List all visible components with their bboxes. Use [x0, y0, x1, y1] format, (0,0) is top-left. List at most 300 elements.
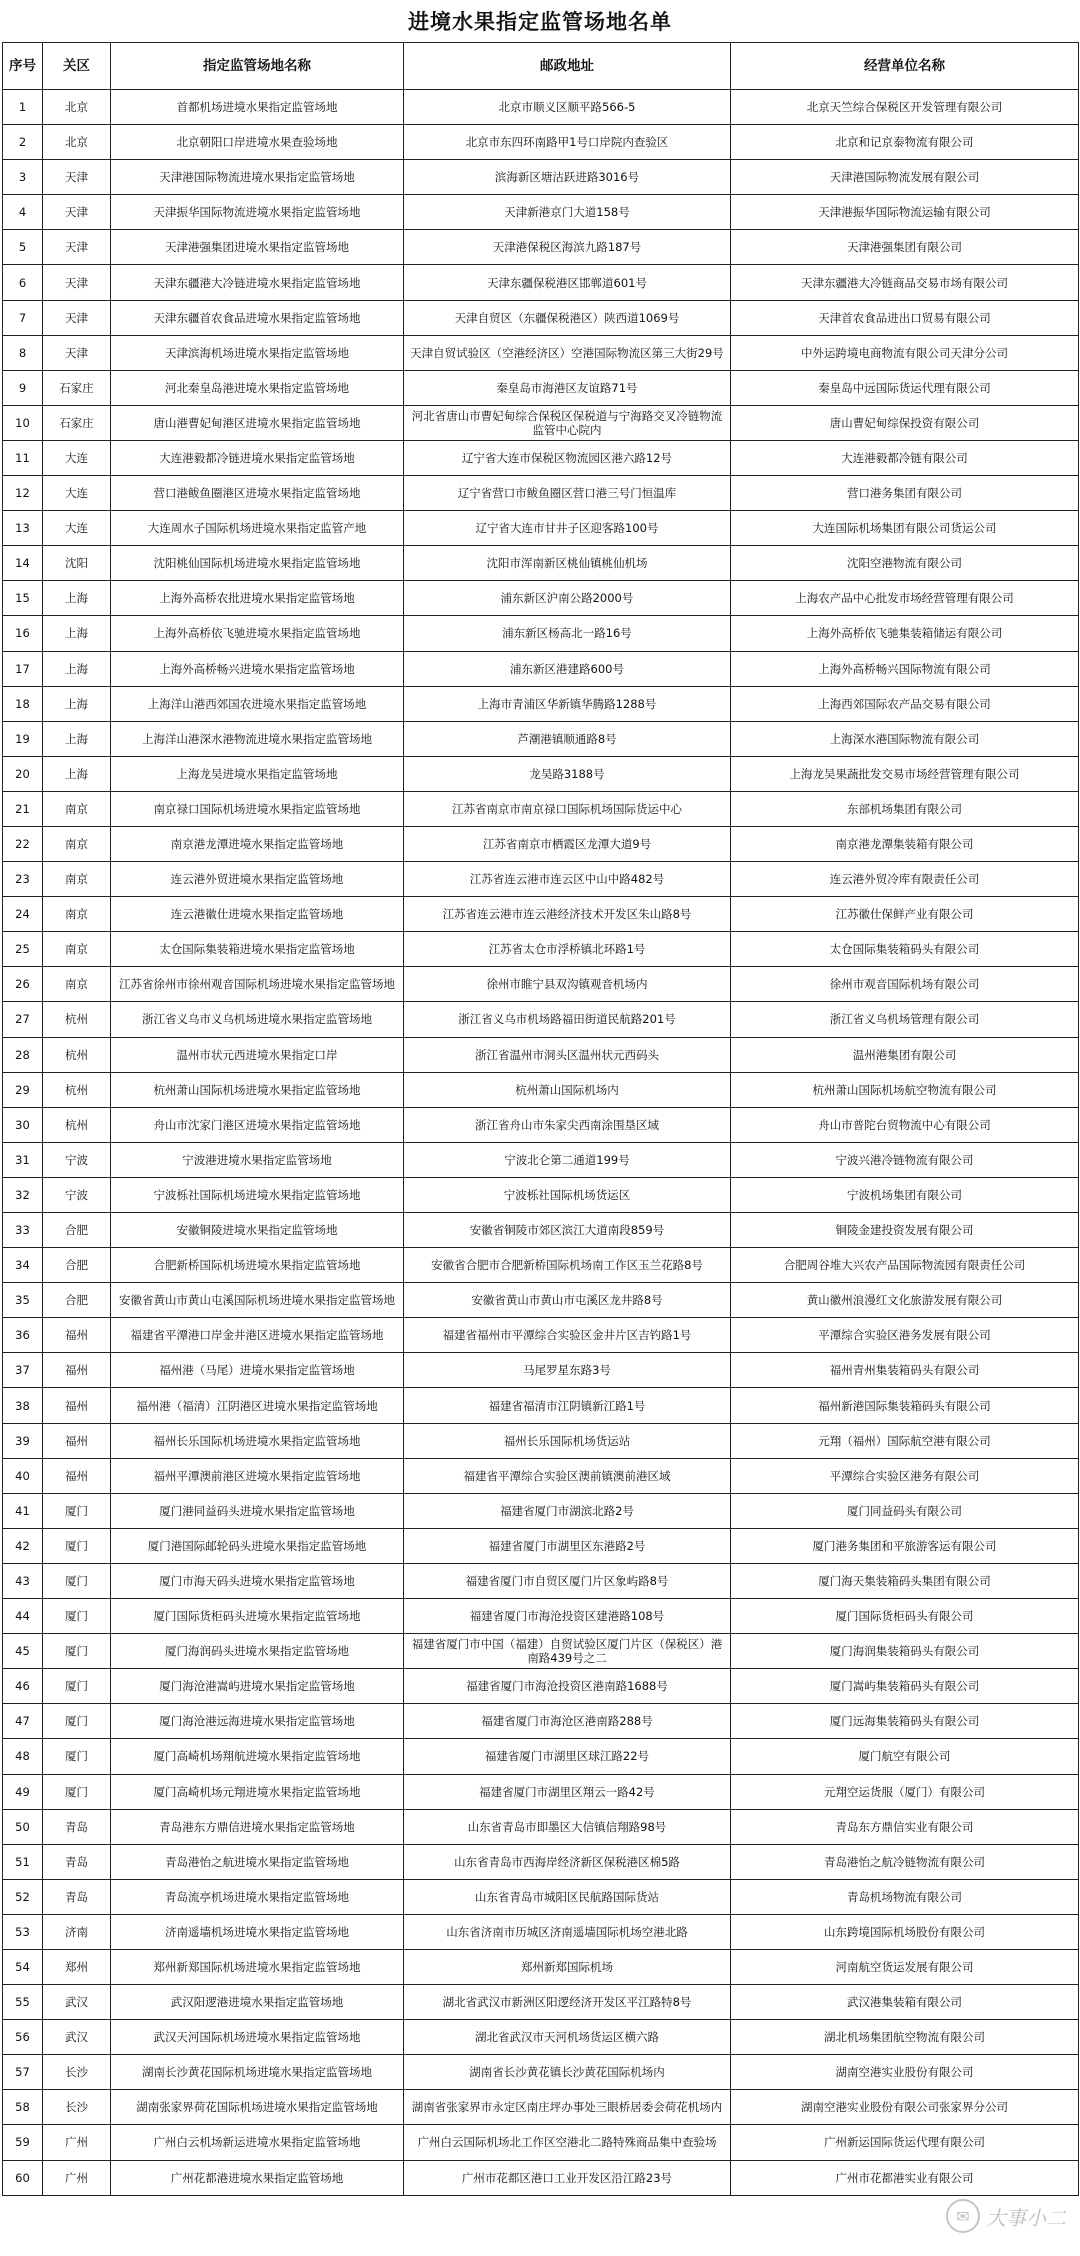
cell-site-name: 上海洋山港西郊国农进境水果指定监管场地: [111, 686, 404, 721]
cell-site-name: 福州长乐国际机场进境水果指定监管场地: [111, 1423, 404, 1458]
cell-site-name: 首都机场进境水果指定监管场地: [111, 90, 404, 125]
cell-customs-district: 厦门: [43, 1528, 111, 1563]
cell-index: 55: [3, 1985, 43, 2020]
table-row: [3, 230, 1079, 265]
cell-operator: 东部机场集团有限公司: [731, 791, 1079, 826]
cell-index: 11: [3, 440, 43, 475]
cell-site-name: 南京港龙潭进境水果指定监管场地: [111, 826, 404, 861]
cell-site-name: 太仓国际集装箱进境水果指定监管场地: [111, 932, 404, 967]
table-row: [3, 1037, 1079, 1072]
cell-postal-address: 宁波栎社国际机场货运区: [404, 1177, 731, 1212]
cell-customs-district: 宁波: [43, 1177, 111, 1212]
cell-postal-address: 福建省厦门市湖滨北路2号: [404, 1493, 731, 1528]
cell-site-name: 上海外高桥农批进境水果指定监管场地: [111, 581, 404, 616]
cell-operator: 青岛东方鼎信实业有限公司: [731, 1809, 1079, 1844]
cell-index: 26: [3, 967, 43, 1002]
cell-index: 32: [3, 1177, 43, 1212]
cell-customs-district: 上海: [43, 616, 111, 651]
table-row: [3, 265, 1079, 300]
cell-customs-district: 天津: [43, 265, 111, 300]
cell-site-name: 上海龙吴进境水果指定监管场地: [111, 756, 404, 791]
cell-index: 21: [3, 791, 43, 826]
cell-index: 20: [3, 756, 43, 791]
cell-postal-address: 福建省厦门市湖里区东港路2号: [404, 1528, 731, 1563]
table-row: [3, 440, 1079, 475]
cell-site-name: 青岛港怡之航进境水果指定监管场地: [111, 1844, 404, 1879]
cell-postal-address: 湖南省长沙黄花镇长沙黄花国际机场内: [404, 2055, 731, 2090]
cell-index: 56: [3, 2020, 43, 2055]
cell-operator: 天津首农食品进出口贸易有限公司: [731, 300, 1079, 335]
cell-operator: 平潭综合实验区港务发展有限公司: [731, 1318, 1079, 1353]
cell-operator: 厦门同益码头有限公司: [731, 1493, 1079, 1528]
cell-postal-address: 郑州新郑国际机场: [404, 1949, 731, 1984]
cell-customs-district: 武汉: [43, 1985, 111, 2020]
table-row: [3, 1879, 1079, 1914]
cell-customs-district: 青岛: [43, 1809, 111, 1844]
cell-site-name: 广州白云机场新运进境水果指定监管场地: [111, 2125, 404, 2160]
cell-operator: 黄山徽州浪漫红文化旅游发展有限公司: [731, 1283, 1079, 1318]
cell-index: 35: [3, 1283, 43, 1318]
cell-operator: 太仓国际集装箱码头有限公司: [731, 932, 1079, 967]
cell-customs-district: 大连: [43, 476, 111, 511]
cell-site-name: 合肥新桥国际机场进境水果指定监管场地: [111, 1248, 404, 1283]
cell-site-name: 厦门市海天码头进境水果指定监管场地: [111, 1563, 404, 1598]
cell-index: 17: [3, 651, 43, 686]
cell-site-name: 福州平潭澳前港区进境水果指定监管场地: [111, 1458, 404, 1493]
cell-postal-address: 北京市东四环南路甲1号口岸院内查验区: [404, 125, 731, 160]
table-row: [3, 1177, 1079, 1212]
table-row: [3, 1458, 1079, 1493]
cell-index: 38: [3, 1388, 43, 1423]
cell-customs-district: 天津: [43, 300, 111, 335]
wechat-icon: ✉: [946, 2199, 980, 2233]
cell-postal-address: 江苏省南京市栖霞区龙潭大道9号: [404, 826, 731, 861]
cell-site-name: 厦门海润码头进境水果指定监管场地: [111, 1634, 404, 1669]
cell-customs-district: 南京: [43, 967, 111, 1002]
cell-customs-district: 合肥: [43, 1248, 111, 1283]
table-row: [3, 616, 1079, 651]
cell-index: 41: [3, 1493, 43, 1528]
cell-postal-address: 山东省青岛市城阳区民航路国际货站: [404, 1879, 731, 1914]
table-row: [3, 1318, 1079, 1353]
cell-site-name: 福州港（福清）江阴港区进境水果指定监管场地: [111, 1388, 404, 1423]
cell-postal-address: 福建省厦门市海沧区港南路288号: [404, 1704, 731, 1739]
cell-site-name: 厦门港国际邮轮码头进境水果指定监管场地: [111, 1528, 404, 1563]
cell-operator: 上海西郊国际农产品交易有限公司: [731, 686, 1079, 721]
cell-operator: 湖南空港实业股份有限公司: [731, 2055, 1079, 2090]
cell-postal-address: 浦东新区港建路600号: [404, 651, 731, 686]
cell-operator: 广州市花都港实业有限公司: [731, 2160, 1079, 2195]
header-operator: 经营单位名称: [731, 43, 1079, 90]
cell-site-name: 武汉天河国际机场进境水果指定监管场地: [111, 2020, 404, 2055]
cell-index: 53: [3, 1914, 43, 1949]
cell-index: 36: [3, 1318, 43, 1353]
cell-site-name: 武汉阳逻港进境水果指定监管场地: [111, 1985, 404, 2020]
cell-customs-district: 长沙: [43, 2090, 111, 2125]
cell-site-name: 郑州新郑国际机场进境水果指定监管场地: [111, 1949, 404, 1984]
cell-postal-address: 辽宁省大连市保税区物流园区港六路12号: [404, 440, 731, 475]
cell-operator: 宁波兴港冷链物流有限公司: [731, 1142, 1079, 1177]
cell-index: 47: [3, 1704, 43, 1739]
cell-index: 60: [3, 2160, 43, 2195]
cell-postal-address: 天津港保税区海滨九路187号: [404, 230, 731, 265]
cell-index: 18: [3, 686, 43, 721]
table-row: [3, 1844, 1079, 1879]
cell-index: 13: [3, 511, 43, 546]
cell-operator: 营口港务集团有限公司: [731, 476, 1079, 511]
cell-site-name: 安徽省黄山市黄山屯溪国际机场进境水果指定监管场地: [111, 1283, 404, 1318]
cell-index: 9: [3, 370, 43, 405]
cell-site-name: 沈阳桃仙国际机场进境水果指定监管场地: [111, 546, 404, 581]
cell-site-name: 宁波港进境水果指定监管场地: [111, 1142, 404, 1177]
table-row: [3, 932, 1079, 967]
cell-operator: 厦门航空有限公司: [731, 1739, 1079, 1774]
cell-index: 29: [3, 1072, 43, 1107]
cell-postal-address: 湖北省武汉市新洲区阳逻经济开发区平江路特8号: [404, 1985, 731, 2020]
cell-postal-address: 浙江省温州市洞头区温州状元西码头: [404, 1037, 731, 1072]
cell-customs-district: 福州: [43, 1353, 111, 1388]
cell-site-name: 广州花都港进境水果指定监管场地: [111, 2160, 404, 2195]
cell-postal-address: 江苏省连云港市连云区中山中路482号: [404, 862, 731, 897]
table-row: [3, 1353, 1079, 1388]
cell-operator: 大连国际机场集团有限公司货运公司: [731, 511, 1079, 546]
cell-postal-address: 杭州萧山国际机场内: [404, 1072, 731, 1107]
table-row: [3, 1528, 1079, 1563]
cell-site-name: 天津东疆首农食品进境水果指定监管场地: [111, 300, 404, 335]
cell-postal-address: 福建省厦门市海沧投资区建港路108号: [404, 1599, 731, 1634]
cell-postal-address: 福州长乐国际机场货运站: [404, 1423, 731, 1458]
header-index: 序号: [3, 43, 43, 90]
cell-index: 40: [3, 1458, 43, 1493]
cell-customs-district: 石家庄: [43, 370, 111, 405]
cell-site-name: 济南遥墙机场进境水果指定监管场地: [111, 1914, 404, 1949]
table-row: [3, 651, 1079, 686]
table-row: [3, 1002, 1079, 1037]
table-row: [3, 862, 1079, 897]
cell-site-name: 唐山港曹妃甸港区进境水果指定监管场地: [111, 405, 404, 440]
cell-customs-district: 青岛: [43, 1879, 111, 1914]
cell-index: 58: [3, 2090, 43, 2125]
cell-operator: 湖南空港实业股份有限公司张家界分公司: [731, 2090, 1079, 2125]
table-row: [3, 1634, 1079, 1669]
cell-customs-district: 北京: [43, 90, 111, 125]
cell-postal-address: 福建省厦门市湖里区球江路22号: [404, 1739, 731, 1774]
cell-index: 50: [3, 1809, 43, 1844]
cell-site-name: 上海洋山港深水港物流进境水果指定监管场地: [111, 721, 404, 756]
watermark: [946, 2196, 1066, 2236]
cell-postal-address: 福建省厦门市海沧投资区港南路1688号: [404, 1669, 731, 1704]
cell-operator: 上海外高桥畅兴国际物流有限公司: [731, 651, 1079, 686]
cell-operator: 上海龙吴果蔬批发交易市场经营管理有限公司: [731, 756, 1079, 791]
cell-site-name: 天津港强集团进境水果指定监管场地: [111, 230, 404, 265]
header-site-name: 指定监管场地名称: [111, 43, 404, 90]
cell-site-name: 天津振华国际物流进境水果指定监管场地: [111, 195, 404, 230]
cell-customs-district: 上海: [43, 581, 111, 616]
cell-postal-address: 沈阳市浑南新区桃仙镇桃仙机场: [404, 546, 731, 581]
cell-site-name: 宁波栎社国际机场进境水果指定监管场地: [111, 1177, 404, 1212]
cell-customs-district: 厦门: [43, 1739, 111, 1774]
cell-customs-district: 武汉: [43, 2020, 111, 2055]
cell-operator: 天津东疆港大冷链商品交易市场有限公司: [731, 265, 1079, 300]
cell-customs-district: 厦门: [43, 1493, 111, 1528]
cell-postal-address: 福建省福州市平潭综合实验区金井片区吉钓路1号: [404, 1318, 731, 1353]
table-row: [3, 1107, 1079, 1142]
cell-operator: 宁波机场集团有限公司: [731, 1177, 1079, 1212]
cell-customs-district: 上海: [43, 686, 111, 721]
table-row: [3, 405, 1079, 440]
page-title: 进境水果指定监管场地名单: [408, 10, 672, 34]
cell-operator: 舟山市普陀台贸物流中心有限公司: [731, 1107, 1079, 1142]
table-row: [3, 1774, 1079, 1809]
table-row: [3, 1248, 1079, 1283]
cell-postal-address: 湖北省武汉市天河机场货运区横六路: [404, 2020, 731, 2055]
cell-customs-district: 天津: [43, 195, 111, 230]
cell-customs-district: 石家庄: [43, 405, 111, 440]
cell-operator: 福州新港国际集装箱码头有限公司: [731, 1388, 1079, 1423]
table-row: [3, 1142, 1079, 1177]
table-row: [3, 546, 1079, 581]
cell-site-name: 湖南长沙黄花国际机场进境水果指定监管场地: [111, 2055, 404, 2090]
cell-site-name: 大连周水子国际机场进境水果指定监管产地: [111, 511, 404, 546]
cell-postal-address: 辽宁省营口市鲅鱼圈区营口港三号门恒温库: [404, 476, 731, 511]
table-row: [3, 791, 1079, 826]
table-row: [3, 1599, 1079, 1634]
cell-postal-address: 山东省济南市历城区济南遥墙国际机场空港北路: [404, 1914, 731, 1949]
cell-customs-district: 厦门: [43, 1563, 111, 1598]
table-header-row: [3, 43, 1079, 90]
cell-index: 49: [3, 1774, 43, 1809]
cell-index: 44: [3, 1599, 43, 1634]
cell-operator: 厦门海润集装箱码头有限公司: [731, 1634, 1079, 1669]
cell-operator: 湖北机场集团航空物流有限公司: [731, 2020, 1079, 2055]
cell-operator: 元翔空运货服（厦门）有限公司: [731, 1774, 1079, 1809]
cell-customs-district: 南京: [43, 791, 111, 826]
cell-customs-district: 福州: [43, 1318, 111, 1353]
table-row: [3, 686, 1079, 721]
cell-customs-district: 长沙: [43, 2055, 111, 2090]
cell-index: 57: [3, 2055, 43, 2090]
table-row: [3, 1985, 1079, 2020]
cell-site-name: 连云港徽仕进境水果指定监管场地: [111, 897, 404, 932]
cell-postal-address: 山东省青岛市即墨区大信镇信翔路98号: [404, 1809, 731, 1844]
cell-index: 16: [3, 616, 43, 651]
cell-index: 5: [3, 230, 43, 265]
table-row: [3, 721, 1079, 756]
cell-customs-district: 厦门: [43, 1774, 111, 1809]
table-row: [3, 2160, 1079, 2195]
table-row: [3, 1283, 1079, 1318]
cell-postal-address: 浦东新区沪南公路2000号: [404, 581, 731, 616]
cell-customs-district: 合肥: [43, 1283, 111, 1318]
cell-site-name: 厦门国际货柜码头进境水果指定监管场地: [111, 1599, 404, 1634]
table-row: [3, 511, 1079, 546]
cell-operator: 上海深水港国际物流有限公司: [731, 721, 1079, 756]
cell-operator: 连云港外贸冷库有限责任公司: [731, 862, 1079, 897]
cell-postal-address: 广州白云国际机场北工作区空港北二路特殊商品集中查验场: [404, 2125, 731, 2160]
cell-site-name: 大连港毅都冷链进境水果指定监管场地: [111, 440, 404, 475]
cell-operator: 南京港龙潭集装箱有限公司: [731, 826, 1079, 861]
cell-customs-district: 济南: [43, 1914, 111, 1949]
table-row: [3, 1949, 1079, 1984]
cell-index: 46: [3, 1669, 43, 1704]
cell-postal-address: 江苏省连云港市连云港经济技术开发区朱山路8号: [404, 897, 731, 932]
cell-customs-district: 天津: [43, 230, 111, 265]
cell-index: 12: [3, 476, 43, 511]
cell-postal-address: 天津新港京门大道158号: [404, 195, 731, 230]
cell-operator: 广州新运国际货运代理有限公司: [731, 2125, 1079, 2160]
cell-postal-address: 芦潮港镇顺通路8号: [404, 721, 731, 756]
table-row: [3, 967, 1079, 1002]
cell-customs-district: 大连: [43, 440, 111, 475]
cell-customs-district: 南京: [43, 932, 111, 967]
cell-site-name: 福建省平潭港口岸金井港区进境水果指定监管场地: [111, 1318, 404, 1353]
cell-index: 2: [3, 125, 43, 160]
cell-customs-district: 上海: [43, 651, 111, 686]
cell-index: 3: [3, 160, 43, 195]
cell-operator: 杭州萧山国际机场航空物流有限公司: [731, 1072, 1079, 1107]
cell-index: 59: [3, 2125, 43, 2160]
cell-index: 43: [3, 1563, 43, 1598]
cell-operator: 青岛机场物流有限公司: [731, 1879, 1079, 1914]
cell-index: 51: [3, 1844, 43, 1879]
cell-operator: 厦门远海集装箱码头有限公司: [731, 1704, 1079, 1739]
table-row: [3, 1213, 1079, 1248]
cell-operator: 天津港振华国际物流运输有限公司: [731, 195, 1079, 230]
table-row: [3, 335, 1079, 370]
cell-operator: 河南航空货运发展有限公司: [731, 1949, 1079, 1984]
cell-customs-district: 青岛: [43, 1844, 111, 1879]
table-row: [3, 826, 1079, 861]
table-row: [3, 2055, 1079, 2090]
cell-customs-district: 天津: [43, 335, 111, 370]
cell-postal-address: 福建省厦门市自贸区厦门片区象屿路8号: [404, 1563, 731, 1598]
cell-operator: 天津港强集团有限公司: [731, 230, 1079, 265]
cell-site-name: 营口港鲅鱼圈港区进境水果指定监管场地: [111, 476, 404, 511]
table-row: [3, 1669, 1079, 1704]
table-row: [3, 370, 1079, 405]
cell-operator: 上海外高桥依飞驰集装箱储运有限公司: [731, 616, 1079, 651]
table-row: [3, 1388, 1079, 1423]
cell-site-name: 上海外高桥畅兴进境水果指定监管场地: [111, 651, 404, 686]
cell-postal-address: 浦东新区杨高北一路16号: [404, 616, 731, 651]
cell-operator: 北京天竺综合保税区开发管理有限公司: [731, 90, 1079, 125]
cell-postal-address: 江苏省南京市南京禄口国际机场国际货运中心: [404, 791, 731, 826]
cell-index: 48: [3, 1739, 43, 1774]
cell-customs-district: 上海: [43, 721, 111, 756]
cell-site-name: 天津港国际物流进境水果指定监管场地: [111, 160, 404, 195]
cell-operator: 中外运跨境电商物流有限公司天津分公司: [731, 335, 1079, 370]
cell-index: 7: [3, 300, 43, 335]
cell-index: 19: [3, 721, 43, 756]
cell-site-name: 南京禄口国际机场进境水果指定监管场地: [111, 791, 404, 826]
cell-operator: 武汉港集装箱有限公司: [731, 1985, 1079, 2020]
cell-postal-address: 安徽省合肥市合肥新桥国际机场南工作区玉兰花路8号: [404, 1248, 731, 1283]
cell-index: 34: [3, 1248, 43, 1283]
cell-operator: 北京和记京泰物流有限公司: [731, 125, 1079, 160]
header-customs-district: 关区: [43, 43, 111, 90]
cell-postal-address: 龙吴路3188号: [404, 756, 731, 791]
cell-index: 42: [3, 1528, 43, 1563]
cell-index: 14: [3, 546, 43, 581]
cell-postal-address: 江苏省太仓市浮桥镇北环路1号: [404, 932, 731, 967]
cell-site-name: 福州港（马尾）进境水果指定监管场地: [111, 1353, 404, 1388]
cell-index: 1: [3, 90, 43, 125]
table-row: [3, 195, 1079, 230]
cell-site-name: 厦门高崎机场翔航进境水果指定监管场地: [111, 1739, 404, 1774]
cell-site-name: 河北秦皇岛港进境水果指定监管场地: [111, 370, 404, 405]
cell-site-name: 厦门高崎机场元翔进境水果指定监管场地: [111, 1774, 404, 1809]
cell-operator: 温州港集团有限公司: [731, 1037, 1079, 1072]
cell-postal-address: 天津自贸试验区（空港经济区）空港国际物流区第三大街29号: [404, 335, 731, 370]
cell-index: 23: [3, 862, 43, 897]
cell-site-name: 杭州萧山国际机场进境水果指定监管场地: [111, 1072, 404, 1107]
cell-site-name: 安徽铜陵进境水果指定监管场地: [111, 1213, 404, 1248]
cell-operator: 厦门嵩屿集装箱码头有限公司: [731, 1669, 1079, 1704]
cell-index: 28: [3, 1037, 43, 1072]
cell-operator: 合肥周谷堆大兴农产品国际物流园有限责任公司: [731, 1248, 1079, 1283]
cell-customs-district: 大连: [43, 511, 111, 546]
cell-site-name: 厦门海沧港嵩屿进境水果指定监管场地: [111, 1669, 404, 1704]
cell-postal-address: 广州市花都区港口工业开发区沿江路23号: [404, 2160, 731, 2195]
cell-site-name: 青岛港东方鼎信进境水果指定监管场地: [111, 1809, 404, 1844]
cell-index: 37: [3, 1353, 43, 1388]
cell-customs-district: 福州: [43, 1423, 111, 1458]
table-row: [3, 476, 1079, 511]
cell-operator: 厦门海天集装箱码头集团有限公司: [731, 1563, 1079, 1598]
cell-customs-district: 福州: [43, 1458, 111, 1493]
table-row: [3, 160, 1079, 195]
cell-site-name: 舟山市沈家门港区进境水果指定监管场地: [111, 1107, 404, 1142]
cell-customs-district: 厦门: [43, 1669, 111, 1704]
cell-index: 52: [3, 1879, 43, 1914]
cell-site-name: 青岛流亭机场进境水果指定监管场地: [111, 1879, 404, 1914]
cell-operator: 厦门国际货柜码头有限公司: [731, 1599, 1079, 1634]
cell-postal-address: 福建省厦门市中国（福建）自贸试验区厦门片区（保税区）港南路439号之二: [404, 1634, 731, 1669]
cell-operator: 厦门港务集团和平旅游客运有限公司: [731, 1528, 1079, 1563]
cell-index: 8: [3, 335, 43, 370]
cell-postal-address: 福建省厦门市湖里区翔云一路42号: [404, 1774, 731, 1809]
cell-customs-district: 南京: [43, 862, 111, 897]
table-row: [3, 125, 1079, 160]
cell-customs-district: 杭州: [43, 1002, 111, 1037]
cell-customs-district: 上海: [43, 756, 111, 791]
cell-customs-district: 杭州: [43, 1037, 111, 1072]
cell-postal-address: 马尾罗星东路3号: [404, 1353, 731, 1388]
table-row: [3, 1739, 1079, 1774]
cell-customs-district: 广州: [43, 2160, 111, 2195]
cell-operator: 平潭综合实验区港务有限公司: [731, 1458, 1079, 1493]
cell-site-name: 北京朝阳口岸进境水果查验场地: [111, 125, 404, 160]
cell-index: 27: [3, 1002, 43, 1037]
cell-index: 25: [3, 932, 43, 967]
cell-index: 4: [3, 195, 43, 230]
cell-postal-address: 徐州市睢宁县双沟镇观音机场内: [404, 967, 731, 1002]
cell-customs-district: 合肥: [43, 1213, 111, 1248]
cell-postal-address: 滨海新区塘沽跃进路3016号: [404, 160, 731, 195]
cell-operator: 铜陵金建投资发展有限公司: [731, 1213, 1079, 1248]
cell-operator: 唐山曹妃甸综保投资有限公司: [731, 405, 1079, 440]
table-row: [3, 756, 1079, 791]
cell-postal-address: 浙江省义乌市机场路福田街道民航路201号: [404, 1002, 731, 1037]
cell-postal-address: 秦皇岛市海港区友谊路71号: [404, 370, 731, 405]
table-row: [3, 2125, 1079, 2160]
cell-customs-district: 宁波: [43, 1142, 111, 1177]
cell-index: 15: [3, 581, 43, 616]
table-row: [3, 1423, 1079, 1458]
cell-operator: 秦皇岛中远国际货运代理有限公司: [731, 370, 1079, 405]
cell-index: 10: [3, 405, 43, 440]
cell-customs-district: 南京: [43, 897, 111, 932]
